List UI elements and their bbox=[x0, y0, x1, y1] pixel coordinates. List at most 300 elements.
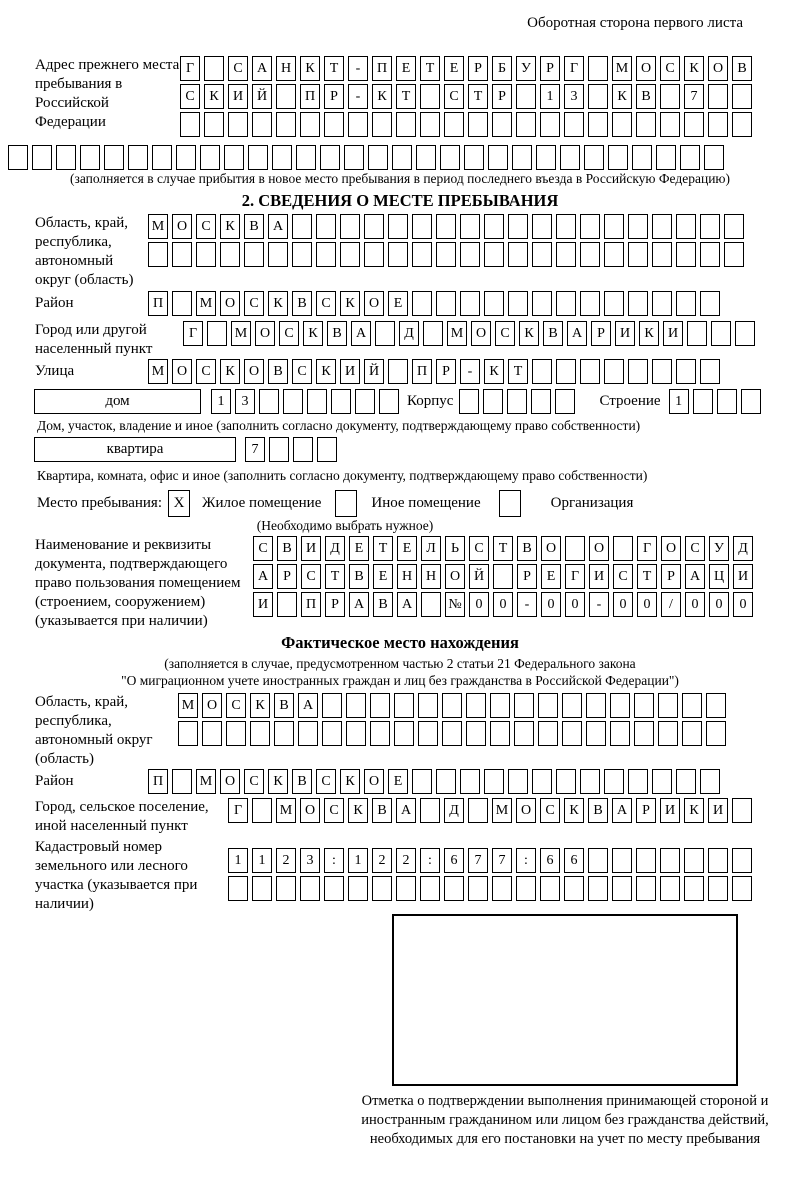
char-box[interactable] bbox=[269, 437, 289, 462]
char-box[interactable] bbox=[676, 359, 696, 384]
char-box[interactable] bbox=[532, 242, 552, 267]
char-box[interactable] bbox=[418, 693, 438, 718]
char-box[interactable]: В bbox=[373, 592, 393, 617]
char-box[interactable] bbox=[128, 145, 148, 170]
char-box[interactable] bbox=[292, 242, 312, 267]
char-box[interactable] bbox=[412, 214, 432, 239]
char-box[interactable]: 0 bbox=[733, 592, 753, 617]
char-box[interactable]: Р bbox=[540, 56, 560, 81]
char-box[interactable] bbox=[468, 112, 488, 137]
char-box[interactable]: Р bbox=[436, 359, 456, 384]
char-box[interactable] bbox=[588, 112, 608, 137]
char-box[interactable]: Е bbox=[388, 769, 408, 794]
char-box[interactable]: 7 bbox=[684, 84, 704, 109]
char-box[interactable] bbox=[536, 145, 556, 170]
char-box[interactable] bbox=[741, 389, 761, 414]
char-box[interactable]: С bbox=[613, 564, 633, 589]
char-box[interactable] bbox=[484, 291, 504, 316]
char-box[interactable] bbox=[732, 84, 752, 109]
char-box[interactable]: О bbox=[220, 769, 240, 794]
char-box[interactable] bbox=[392, 145, 412, 170]
char-box[interactable]: С bbox=[292, 359, 312, 384]
char-box[interactable] bbox=[684, 876, 704, 901]
char-box[interactable]: О bbox=[708, 56, 728, 81]
char-box[interactable] bbox=[610, 693, 630, 718]
char-box[interactable] bbox=[724, 214, 744, 239]
char-box[interactable] bbox=[348, 112, 368, 137]
char-box[interactable] bbox=[588, 56, 608, 81]
char-box[interactable]: М bbox=[148, 214, 168, 239]
char-box[interactable] bbox=[508, 291, 528, 316]
char-box[interactable] bbox=[732, 798, 752, 823]
char-box[interactable] bbox=[660, 876, 680, 901]
char-box[interactable] bbox=[652, 769, 672, 794]
char-box[interactable]: К bbox=[684, 56, 704, 81]
char-box[interactable]: Г bbox=[180, 56, 200, 81]
char-box[interactable] bbox=[652, 242, 672, 267]
char-box[interactable]: С bbox=[469, 536, 489, 561]
char-box[interactable] bbox=[423, 321, 443, 346]
char-box[interactable] bbox=[178, 721, 198, 746]
char-box[interactable] bbox=[320, 145, 340, 170]
char-box[interactable]: О bbox=[364, 769, 384, 794]
char-box[interactable]: М bbox=[196, 291, 216, 316]
char-box[interactable] bbox=[490, 721, 510, 746]
char-box[interactable]: С bbox=[228, 56, 248, 81]
char-box[interactable] bbox=[259, 389, 279, 414]
char-box[interactable] bbox=[560, 145, 580, 170]
char-box[interactable]: С bbox=[324, 798, 344, 823]
char-box[interactable]: С bbox=[660, 56, 680, 81]
char-box[interactable]: В bbox=[543, 321, 563, 346]
char-box[interactable] bbox=[608, 145, 628, 170]
char-box[interactable]: 3 bbox=[564, 84, 584, 109]
char-box[interactable] bbox=[396, 876, 416, 901]
char-box[interactable]: В bbox=[274, 693, 294, 718]
char-box[interactable]: О bbox=[244, 359, 264, 384]
char-box[interactable] bbox=[687, 321, 707, 346]
char-box[interactable]: В bbox=[292, 291, 312, 316]
char-box[interactable]: 2 bbox=[372, 848, 392, 873]
char-box[interactable] bbox=[700, 359, 720, 384]
char-box[interactable] bbox=[204, 112, 224, 137]
char-box[interactable]: О bbox=[471, 321, 491, 346]
char-box[interactable] bbox=[711, 321, 731, 346]
char-box[interactable]: - bbox=[460, 359, 480, 384]
char-box[interactable] bbox=[676, 214, 696, 239]
char-box[interactable]: 1 bbox=[228, 848, 248, 873]
char-box[interactable] bbox=[706, 721, 726, 746]
char-box[interactable] bbox=[555, 389, 575, 414]
char-box[interactable]: : bbox=[516, 848, 536, 873]
char-box[interactable] bbox=[628, 242, 648, 267]
char-box[interactable]: С bbox=[279, 321, 299, 346]
char-box[interactable] bbox=[556, 359, 576, 384]
char-box[interactable]: 0 bbox=[565, 592, 585, 617]
char-box[interactable] bbox=[324, 112, 344, 137]
char-box[interactable]: М bbox=[276, 798, 296, 823]
char-box[interactable] bbox=[442, 721, 462, 746]
char-box[interactable]: А bbox=[397, 592, 417, 617]
char-box[interactable]: С bbox=[196, 214, 216, 239]
char-box[interactable] bbox=[628, 291, 648, 316]
char-box[interactable]: И bbox=[340, 359, 360, 384]
char-box[interactable] bbox=[682, 693, 702, 718]
char-box[interactable]: О bbox=[172, 214, 192, 239]
char-box[interactable]: А bbox=[351, 321, 371, 346]
char-box[interactable]: О bbox=[172, 359, 192, 384]
char-box[interactable]: П bbox=[372, 56, 392, 81]
char-box[interactable]: Т bbox=[493, 536, 513, 561]
char-box[interactable] bbox=[346, 721, 366, 746]
char-box[interactable]: К bbox=[639, 321, 659, 346]
char-box[interactable] bbox=[420, 876, 440, 901]
char-box[interactable] bbox=[540, 876, 560, 901]
char-box[interactable] bbox=[372, 876, 392, 901]
char-box[interactable] bbox=[652, 291, 672, 316]
char-box[interactable]: О bbox=[541, 536, 561, 561]
char-box[interactable]: О bbox=[220, 291, 240, 316]
char-box[interactable] bbox=[224, 145, 244, 170]
char-box[interactable]: К bbox=[300, 56, 320, 81]
char-box[interactable] bbox=[172, 242, 192, 267]
char-box[interactable] bbox=[196, 242, 216, 267]
char-box[interactable] bbox=[612, 876, 632, 901]
char-box[interactable] bbox=[580, 359, 600, 384]
char-box[interactable] bbox=[724, 242, 744, 267]
char-box[interactable] bbox=[580, 242, 600, 267]
char-box[interactable] bbox=[283, 389, 303, 414]
char-box[interactable] bbox=[684, 848, 704, 873]
char-box[interactable]: Б bbox=[492, 56, 512, 81]
char-box[interactable]: В bbox=[517, 536, 537, 561]
char-box[interactable] bbox=[732, 876, 752, 901]
char-box[interactable] bbox=[514, 721, 534, 746]
char-box[interactable]: А bbox=[349, 592, 369, 617]
char-box[interactable] bbox=[370, 693, 390, 718]
char-box[interactable] bbox=[226, 721, 246, 746]
char-box[interactable]: Р bbox=[277, 564, 297, 589]
char-box[interactable]: К bbox=[204, 84, 224, 109]
char-box[interactable] bbox=[507, 389, 527, 414]
char-box[interactable]: О bbox=[516, 798, 536, 823]
char-box[interactable] bbox=[700, 214, 720, 239]
char-box[interactable] bbox=[396, 112, 416, 137]
char-box[interactable] bbox=[531, 389, 551, 414]
char-box[interactable]: 7 bbox=[468, 848, 488, 873]
char-box[interactable]: Т bbox=[420, 56, 440, 81]
char-box[interactable]: С bbox=[495, 321, 515, 346]
char-box[interactable] bbox=[556, 214, 576, 239]
char-box[interactable]: М bbox=[447, 321, 467, 346]
char-box[interactable] bbox=[412, 291, 432, 316]
char-box[interactable] bbox=[636, 848, 656, 873]
char-box[interactable] bbox=[244, 242, 264, 267]
char-box[interactable]: В bbox=[327, 321, 347, 346]
char-box[interactable] bbox=[532, 291, 552, 316]
char-box[interactable] bbox=[420, 798, 440, 823]
char-box[interactable]: П bbox=[148, 769, 168, 794]
char-box[interactable]: М bbox=[492, 798, 512, 823]
char-box[interactable] bbox=[204, 56, 224, 81]
char-box[interactable] bbox=[355, 389, 375, 414]
char-box[interactable] bbox=[708, 112, 728, 137]
char-box[interactable] bbox=[636, 876, 656, 901]
char-box[interactable] bbox=[484, 214, 504, 239]
char-box[interactable]: К bbox=[340, 769, 360, 794]
char-box[interactable]: К bbox=[340, 291, 360, 316]
char-box[interactable] bbox=[682, 721, 702, 746]
char-box[interactable]: И bbox=[253, 592, 273, 617]
char-box[interactable] bbox=[444, 876, 464, 901]
char-box[interactable]: 0 bbox=[541, 592, 561, 617]
char-box[interactable] bbox=[652, 214, 672, 239]
char-box[interactable]: Д bbox=[399, 321, 419, 346]
char-box[interactable] bbox=[735, 321, 755, 346]
char-box[interactable] bbox=[416, 145, 436, 170]
char-box[interactable] bbox=[700, 242, 720, 267]
char-box[interactable] bbox=[200, 145, 220, 170]
char-box[interactable] bbox=[693, 389, 713, 414]
char-box[interactable]: 0 bbox=[685, 592, 705, 617]
char-box[interactable] bbox=[56, 145, 76, 170]
char-box[interactable] bbox=[440, 145, 460, 170]
org-checkbox[interactable] bbox=[499, 490, 521, 517]
char-box[interactable]: С bbox=[316, 769, 336, 794]
char-box[interactable] bbox=[176, 145, 196, 170]
char-box[interactable] bbox=[632, 145, 652, 170]
char-box[interactable]: В bbox=[292, 769, 312, 794]
char-box[interactable] bbox=[562, 693, 582, 718]
char-box[interactable]: 2 bbox=[276, 848, 296, 873]
char-box[interactable] bbox=[612, 112, 632, 137]
char-box[interactable]: Т bbox=[325, 564, 345, 589]
char-box[interactable] bbox=[656, 145, 676, 170]
char-box[interactable] bbox=[516, 84, 536, 109]
char-box[interactable]: Н bbox=[421, 564, 441, 589]
char-box[interactable] bbox=[704, 145, 724, 170]
char-box[interactable] bbox=[532, 359, 552, 384]
char-box[interactable] bbox=[324, 876, 344, 901]
char-box[interactable] bbox=[516, 112, 536, 137]
char-box[interactable] bbox=[459, 389, 479, 414]
char-box[interactable] bbox=[8, 145, 28, 170]
char-box[interactable] bbox=[379, 389, 399, 414]
char-box[interactable] bbox=[340, 214, 360, 239]
char-box[interactable]: Е bbox=[396, 56, 416, 81]
char-box[interactable]: Н bbox=[397, 564, 417, 589]
char-box[interactable]: Г bbox=[565, 564, 585, 589]
char-box[interactable] bbox=[700, 769, 720, 794]
char-box[interactable]: К bbox=[220, 359, 240, 384]
char-box[interactable] bbox=[556, 769, 576, 794]
char-box[interactable] bbox=[317, 437, 337, 462]
char-box[interactable] bbox=[565, 536, 585, 561]
char-box[interactable]: О bbox=[202, 693, 222, 718]
char-box[interactable] bbox=[468, 798, 488, 823]
char-box[interactable]: В bbox=[588, 798, 608, 823]
char-box[interactable]: О bbox=[300, 798, 320, 823]
char-box[interactable]: Р bbox=[468, 56, 488, 81]
char-box[interactable] bbox=[684, 112, 704, 137]
char-box[interactable]: Г bbox=[183, 321, 203, 346]
char-box[interactable]: С bbox=[253, 536, 273, 561]
char-box[interactable] bbox=[706, 693, 726, 718]
char-box[interactable] bbox=[708, 84, 728, 109]
char-box[interactable] bbox=[680, 145, 700, 170]
char-box[interactable] bbox=[277, 592, 297, 617]
char-box[interactable] bbox=[588, 84, 608, 109]
char-box[interactable]: Е bbox=[388, 291, 408, 316]
char-box[interactable] bbox=[344, 145, 364, 170]
char-box[interactable]: Е bbox=[541, 564, 561, 589]
char-box[interactable] bbox=[466, 721, 486, 746]
char-box[interactable] bbox=[508, 242, 528, 267]
char-box[interactable]: П bbox=[300, 84, 320, 109]
char-box[interactable]: С bbox=[540, 798, 560, 823]
char-box[interactable] bbox=[464, 145, 484, 170]
char-box[interactable] bbox=[532, 214, 552, 239]
char-box[interactable]: А bbox=[252, 56, 272, 81]
char-box[interactable] bbox=[538, 721, 558, 746]
char-box[interactable] bbox=[492, 112, 512, 137]
char-box[interactable] bbox=[556, 242, 576, 267]
char-box[interactable] bbox=[564, 112, 584, 137]
char-box[interactable] bbox=[436, 214, 456, 239]
char-box[interactable]: К bbox=[250, 693, 270, 718]
char-box[interactable] bbox=[248, 145, 268, 170]
char-box[interactable]: К bbox=[316, 359, 336, 384]
char-box[interactable] bbox=[488, 145, 508, 170]
char-box[interactable] bbox=[484, 769, 504, 794]
char-box[interactable] bbox=[300, 112, 320, 137]
char-box[interactable] bbox=[394, 721, 414, 746]
char-box[interactable]: Т bbox=[637, 564, 657, 589]
char-box[interactable]: П bbox=[148, 291, 168, 316]
char-box[interactable] bbox=[562, 721, 582, 746]
char-box[interactable] bbox=[466, 693, 486, 718]
char-box[interactable]: К bbox=[303, 321, 323, 346]
char-box[interactable]: М bbox=[612, 56, 632, 81]
char-box[interactable]: С bbox=[244, 769, 264, 794]
char-box[interactable] bbox=[372, 112, 392, 137]
char-box[interactable] bbox=[442, 693, 462, 718]
char-box[interactable]: А bbox=[268, 214, 288, 239]
char-box[interactable]: Т bbox=[468, 84, 488, 109]
char-box[interactable]: О bbox=[661, 536, 681, 561]
char-box[interactable]: И bbox=[733, 564, 753, 589]
zhiloe-checkbox[interactable]: X bbox=[168, 490, 190, 517]
char-box[interactable]: 1 bbox=[540, 84, 560, 109]
char-box[interactable]: 0 bbox=[637, 592, 657, 617]
char-box[interactable] bbox=[490, 693, 510, 718]
char-box[interactable]: А bbox=[298, 693, 318, 718]
char-box[interactable]: Д bbox=[733, 536, 753, 561]
char-box[interactable]: В bbox=[277, 536, 297, 561]
char-box[interactable]: Н bbox=[276, 56, 296, 81]
char-box[interactable]: Ь bbox=[445, 536, 465, 561]
char-box[interactable] bbox=[708, 848, 728, 873]
char-box[interactable]: П bbox=[301, 592, 321, 617]
char-box[interactable] bbox=[322, 721, 342, 746]
char-box[interactable]: С bbox=[226, 693, 246, 718]
char-box[interactable] bbox=[104, 145, 124, 170]
char-box[interactable]: К bbox=[220, 214, 240, 239]
char-box[interactable]: К bbox=[612, 84, 632, 109]
char-box[interactable]: М bbox=[231, 321, 251, 346]
char-box[interactable]: О bbox=[636, 56, 656, 81]
char-box[interactable] bbox=[421, 592, 441, 617]
char-box[interactable]: 1 bbox=[211, 389, 231, 414]
char-box[interactable] bbox=[660, 848, 680, 873]
char-box[interactable] bbox=[610, 721, 630, 746]
char-box[interactable] bbox=[152, 145, 172, 170]
char-box[interactable] bbox=[492, 876, 512, 901]
char-box[interactable] bbox=[468, 876, 488, 901]
char-box[interactable]: С bbox=[316, 291, 336, 316]
char-box[interactable]: С bbox=[301, 564, 321, 589]
char-box[interactable]: Е bbox=[397, 536, 417, 561]
char-box[interactable]: 0 bbox=[709, 592, 729, 617]
char-box[interactable]: К bbox=[519, 321, 539, 346]
char-box[interactable] bbox=[364, 214, 384, 239]
char-box[interactable]: К bbox=[684, 798, 704, 823]
char-box[interactable]: - bbox=[348, 84, 368, 109]
char-box[interactable] bbox=[676, 291, 696, 316]
char-box[interactable]: С bbox=[180, 84, 200, 109]
char-box[interactable] bbox=[420, 84, 440, 109]
char-box[interactable]: Й bbox=[469, 564, 489, 589]
char-box[interactable] bbox=[580, 291, 600, 316]
char-box[interactable]: С bbox=[444, 84, 464, 109]
char-box[interactable] bbox=[634, 693, 654, 718]
char-box[interactable] bbox=[436, 242, 456, 267]
char-box[interactable] bbox=[658, 721, 678, 746]
char-box[interactable]: Д bbox=[444, 798, 464, 823]
char-box[interactable] bbox=[508, 769, 528, 794]
char-box[interactable] bbox=[228, 112, 248, 137]
char-box[interactable]: 1 bbox=[669, 389, 689, 414]
char-box[interactable] bbox=[436, 769, 456, 794]
inoe-checkbox[interactable] bbox=[335, 490, 357, 517]
char-box[interactable]: Е bbox=[373, 564, 393, 589]
char-box[interactable] bbox=[388, 242, 408, 267]
char-box[interactable]: - bbox=[348, 56, 368, 81]
char-box[interactable]: И bbox=[660, 798, 680, 823]
char-box[interactable]: 3 bbox=[235, 389, 255, 414]
char-box[interactable] bbox=[412, 769, 432, 794]
char-box[interactable] bbox=[580, 214, 600, 239]
char-box[interactable] bbox=[676, 242, 696, 267]
char-box[interactable] bbox=[700, 291, 720, 316]
char-box[interactable] bbox=[252, 798, 272, 823]
char-box[interactable]: - bbox=[589, 592, 609, 617]
char-box[interactable]: С bbox=[196, 359, 216, 384]
char-box[interactable] bbox=[514, 693, 534, 718]
char-box[interactable]: Д bbox=[325, 536, 345, 561]
char-box[interactable]: Е bbox=[349, 536, 369, 561]
char-box[interactable] bbox=[202, 721, 222, 746]
char-box[interactable]: П bbox=[412, 359, 432, 384]
char-box[interactable]: О bbox=[364, 291, 384, 316]
char-box[interactable] bbox=[250, 721, 270, 746]
char-box[interactable] bbox=[484, 242, 504, 267]
char-box[interactable]: Й bbox=[364, 359, 384, 384]
char-box[interactable]: И bbox=[708, 798, 728, 823]
char-box[interactable]: 6 bbox=[540, 848, 560, 873]
char-box[interactable] bbox=[364, 242, 384, 267]
char-box[interactable] bbox=[612, 848, 632, 873]
